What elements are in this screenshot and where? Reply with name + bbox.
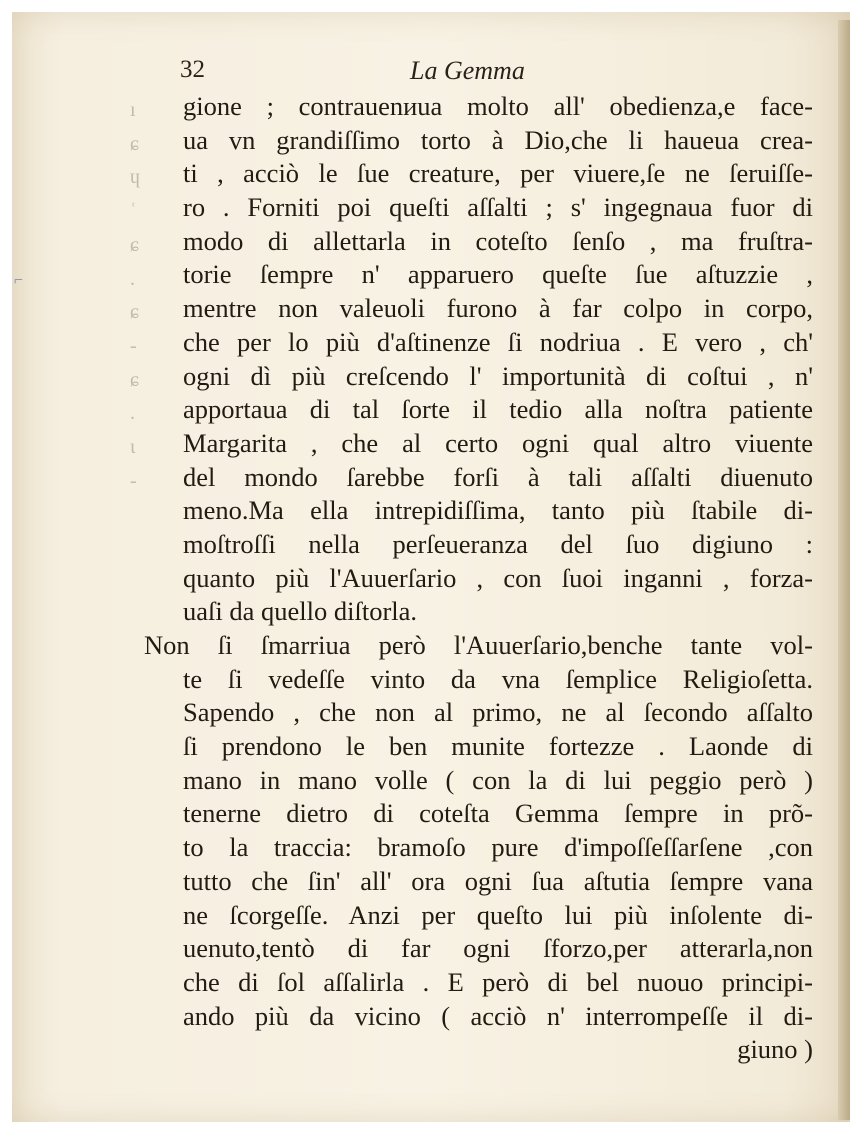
- page-edge-shadow: [838, 20, 850, 1120]
- page-number: 32: [180, 56, 205, 83]
- text-line: ogni dì più creſcendo l' importunità di coſtui , n': [183, 360, 813, 391]
- text-line: uaſi da quello diſtorla.: [183, 596, 418, 627]
- text-line: ro . Forniti poi queſti aſſalti ; s' ingegnaua fuor di: [183, 192, 813, 223]
- text-line: gione ; contrauenиua molto all' obedienza,e face-: [183, 91, 813, 121]
- stray-ink-mark: ⌐: [14, 272, 24, 289]
- text-line: ua vn grandiſſimo torto à Dio,che li haueua crea-: [183, 124, 813, 155]
- text-line: ne ſcorgeſſe. Anzi per queſto lui più inſolente di-: [183, 899, 813, 930]
- page-header: [180, 56, 600, 90]
- text-line: quanto più l'Auuerſario , con ſuoi inganni , forza-: [183, 562, 813, 593]
- text-line: ſi prendono le ben munite fortezze . Laonde di: [183, 731, 813, 762]
- text-line: moſtroſſi nella perſeueranza del ſuo digiuno :: [183, 528, 813, 559]
- catchword-line: giuno ): [737, 1034, 813, 1065]
- text-line: tutto che ſin' all' ora ogni ſua aſtutia ſempre vana: [183, 865, 813, 896]
- text-line: ando più da vicino ( acciò n' interrompeſſe il di-: [183, 1000, 813, 1031]
- text-line: mano in mano volle ( con la di lui peggio però ): [183, 764, 813, 795]
- text-line: uenuto,tentò di far ogni ſforzo,per atterarla,non: [183, 933, 813, 964]
- running-title: La Gemma: [410, 56, 525, 85]
- text-line: mentre non valeuoli furono à far colpo in corpo,: [183, 293, 813, 324]
- text-line: to la traccia: bramoſo pure d'impoſſeſſarſene ,con: [183, 832, 813, 863]
- text-line: del mondo ſarebbe forſi à tali aſſalti diuenuto: [183, 461, 813, 492]
- text-line: torie ſempre n' apparuero queſte ſue aſtuzzie ,: [183, 259, 813, 290]
- body-text: [144, 90, 813, 1067]
- text-line: modo di allettarla in coteſto ſenſo , ma fruſtra-: [183, 225, 813, 256]
- text-line: ti , acciò le ſue creature, per viuere,ſe ne ſeruiſſe-: [183, 158, 813, 189]
- text-line: te ſi vedeſſe vinto da vna ſemplice Religioſetta.: [183, 663, 813, 694]
- text-line: Margarita , che al certo ogni qual altro viuente: [183, 427, 813, 458]
- text-line: apportaua di tal ſorte il tedio alla noſtra patiente: [183, 394, 813, 425]
- text-line: Sapendo , che non al primo, ne al ſecondo aſſalto: [183, 697, 813, 728]
- text-line: tenerne dietro di coteſta Gemma ſempre in prõ-: [183, 798, 813, 829]
- text-line: che di ſol aſſalirla . E però di bel nuouo principi-: [183, 966, 813, 997]
- text-line: che per lo più d'aſtinenze ſi nodriua . E vero , ch': [183, 326, 813, 357]
- text-line: meno.Ma ella intrepidiſſima, tanto più ſtabile di-: [183, 495, 813, 526]
- paragraph-first-line: Non ſi ſmarriua però l'Auuerſario,benche tante vol-: [144, 630, 813, 660]
- bleed-through-margin-marks: ı ɕ ɥ ʿ ɕ . ɕ - ɕ . ɩ -: [130, 99, 140, 492]
